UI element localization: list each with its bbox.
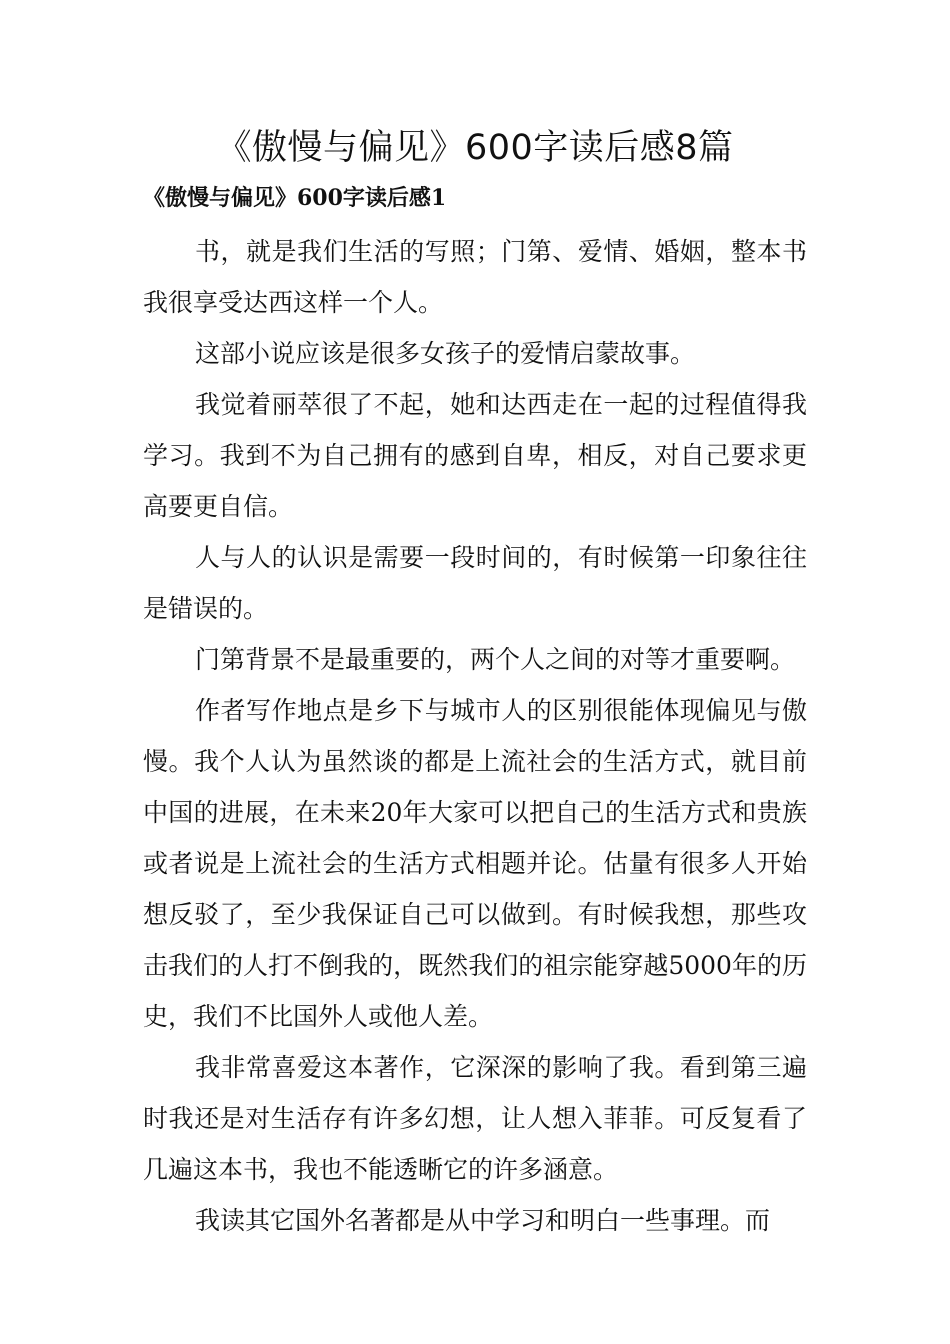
document-body xyxy=(143,226,807,1246)
paragraph: 我读其它国外名著都是从中学习和明白一些事理。而 xyxy=(195,1206,771,1235)
paragraph: 门第背景不是最重要的，两个人之间的对等才重要啊。 xyxy=(195,645,796,674)
paragraph: 我觉着丽萃很了不起，她和达西走在一起的过程值得我学习。我到不为自己拥有的感到自卑，相反，对自己要求更高要更自信。 xyxy=(143,390,807,521)
paragraph: 这部小说应该是很多女孩子的爱情启蒙故事。 xyxy=(195,339,696,368)
paragraph: 书，就是我们生活的写照；门第、爱情、婚姻，整本书我很享受达西这样一个人。 xyxy=(143,237,807,317)
section-heading: 《傲慢与偏见》600字读后感1 xyxy=(143,185,447,211)
document-title: 《傲慢与偏见》600字读后感8篇 xyxy=(216,128,734,168)
paragraph: 作者写作地点是乡下与城市人的区别很能体现偏见与傲慢。我个人认为虽然谈的都是上流社会的生活方式，就目前中国的进展，在未来20年大家可以把自己的生活方式和贵族或者说是上流社会的生活方式相题并论。估量有很多人开始想反驳了，至少我保证自己可以做到。有时候我想，那些攻击我们的人打不倒我的，既然我们的祖宗能穿越5000年的历史，我们不比国外人或他人差。 xyxy=(143,696,807,1031)
paragraph: 人与人的认识是需要一段时间的，有时候第一印象往往是错误的。 xyxy=(143,543,807,623)
paragraph: 我非常喜爱这本著作，它深深的影响了我。看到第三遍时我还是对生活存有许多幻想，让人想入菲菲。可反复看了几遍这本书，我也不能透晰它的许多涵意。 xyxy=(143,1053,807,1184)
